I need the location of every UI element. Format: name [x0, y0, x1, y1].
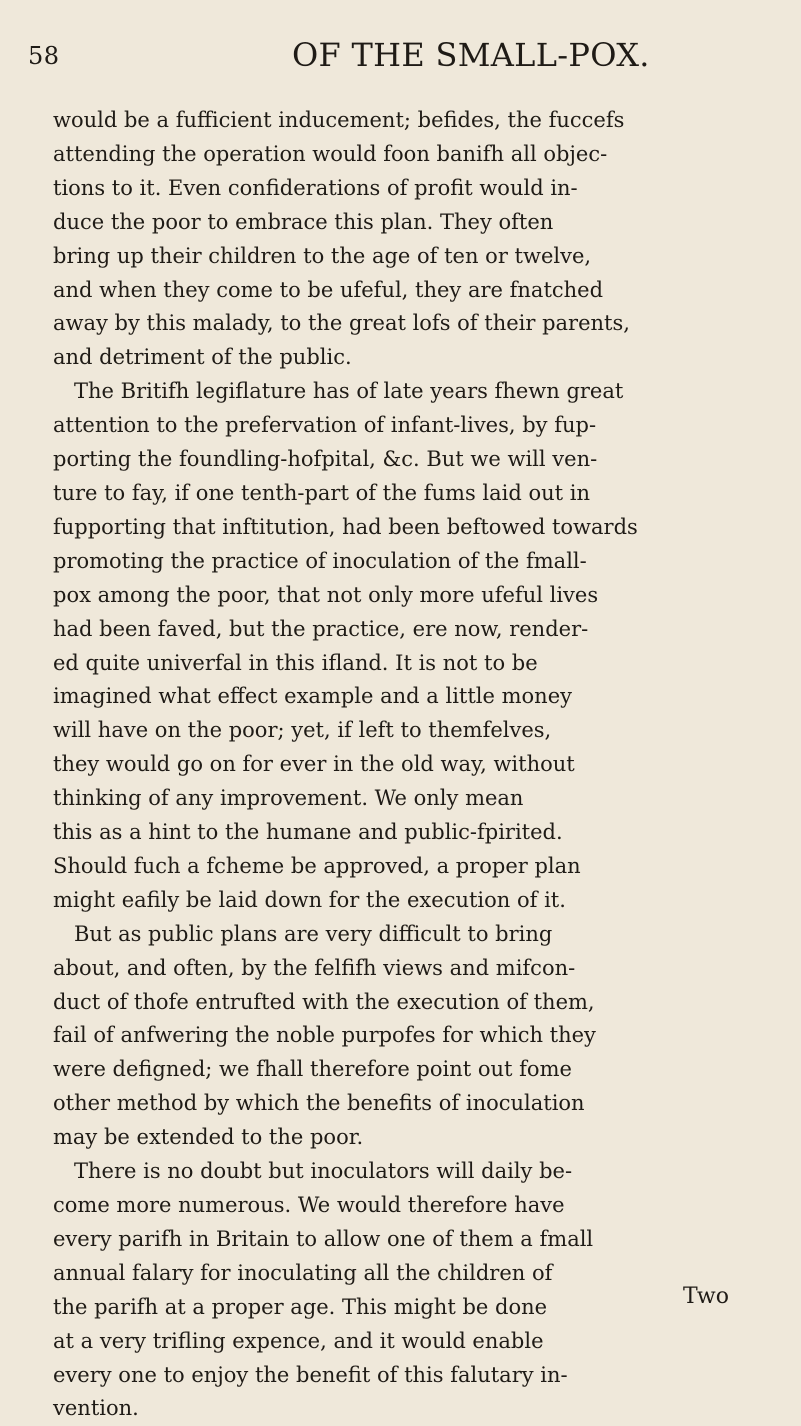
text-line: pox among the poor, that not only more ufeful lives — [53, 582, 599, 607]
text-line: and when they come to be ufeful, they are fnatched — [53, 277, 604, 302]
text-line: fail of anfwering the noble purpofes for which they — [53, 1023, 596, 1048]
text-line: every one to enjoy the benefit of this falutary in- — [53, 1362, 568, 1387]
text-line: attention to the prefervation of infant-lives, by fup- — [53, 413, 597, 438]
text-line: the parifh at a proper age. This might be done — [53, 1294, 548, 1319]
text-line: this as a hint to the humane and public-fpirited. — [53, 820, 563, 845]
paragraph-start-line: But as public plans are very difficult to bring — [74, 921, 553, 946]
text-line: duct of thofe entrufted with the execution of them, — [53, 989, 595, 1014]
text-line: porting the foundling-hofpital, &c. But we will ven- — [53, 447, 598, 472]
paragraph-start-line: There is no doubt but inoculators will daily be- — [74, 1159, 573, 1184]
body-text — [53, 104, 773, 1426]
page-number: 58 — [28, 42, 60, 70]
text-line: duce the poor to embrace this plan. They often — [53, 209, 554, 234]
text-line: other method by which the benefits of inoculation — [53, 1091, 585, 1116]
text-line: bring up their children to the age of ten or twelve, — [53, 243, 592, 268]
text-line: ed quite univerfal in this ifland. It is not to be — [53, 650, 538, 675]
text-line: away by this malady, to the great lofs of their parents, — [53, 311, 630, 336]
text-line: tions to it. Even confiderations of profit would in- — [53, 175, 578, 200]
text-line: and detriment of the public. — [53, 345, 352, 370]
text-line: they would go on for ever in the old way, without — [53, 752, 575, 777]
text-line: imagined what effect example and a little money — [53, 684, 572, 709]
text-line: had been faved, but the practice, ere now, render- — [53, 616, 589, 641]
text-line: were defigned; we fhall therefore point out fome — [53, 1057, 572, 1082]
text-line: every parifh in Britain to allow one of them a fmall — [53, 1226, 594, 1251]
text-line: about, and often, by the felfifh views and mifcon- — [53, 955, 576, 980]
catchword: Two — [683, 1284, 729, 1309]
text-line: promoting the practice of inoculation of the fmall- — [53, 548, 587, 573]
text-line: may be extended to the poor. — [53, 1125, 364, 1150]
text-line: vention. — [53, 1396, 139, 1421]
text-line: thinking of any improvement. We only mean — [53, 786, 524, 811]
text-line: at a very trifling expence, and it would enable — [53, 1328, 544, 1353]
text-line: Should fuch a fcheme be approved, a proper plan — [53, 853, 581, 878]
running-title: OF THE SMALL-POX. — [292, 36, 650, 74]
text-line: fupporting that inftitution, had been beftowed towards — [53, 514, 638, 539]
page-header — [28, 36, 768, 76]
text-line: annual falary for inoculating all the children of — [53, 1260, 553, 1285]
text-line: will have on the poor; yet, if left to themfelves, — [53, 718, 552, 743]
paragraph-start-line: The Britifh legiflature has of late years fhewn great — [74, 379, 624, 404]
text-line: might eafily be laid down for the execution of it. — [53, 887, 566, 912]
text-line: ture to fay, if one tenth-part of the fums laid out in — [53, 480, 590, 505]
text-line: would be a fufficient inducement; befides, the fuccefs — [53, 108, 625, 132]
text-line: come more numerous. We would therefore have — [53, 1193, 565, 1217]
text-line: attending the operation would foon banifh all objec- — [53, 141, 608, 166]
